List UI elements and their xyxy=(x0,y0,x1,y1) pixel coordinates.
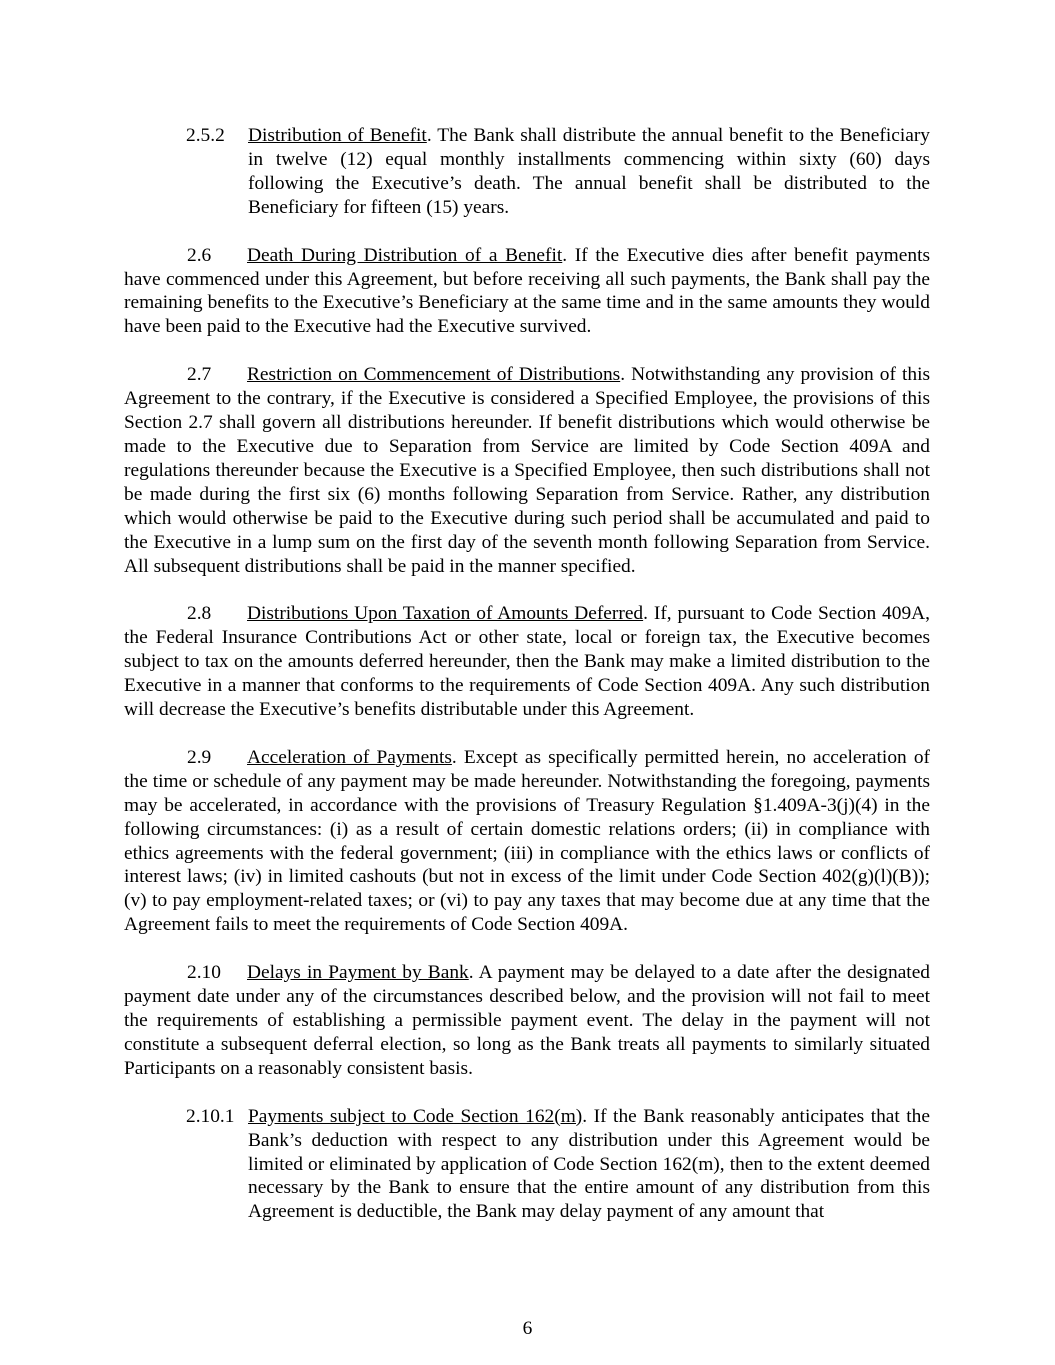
section-number: 2.6 xyxy=(187,244,212,266)
section-body: . If, pursuant to Code Section 409A, the Federal Insurance Contributions Act or other state, local or foreign tax, the Executive becomes subject to tax on the amounts deferred hereunder, then the Bank may make a limited distribution to the Executive in a manner that conforms to the requirements of Code Section 409A. Any such distribution will decrease the Executive’s benefits distributable under this Agreement. xyxy=(124,603,930,721)
section-number: 2.9 xyxy=(187,746,212,768)
section-heading: Payments subject to Code Section 162(m) xyxy=(248,1105,583,1127)
section-body: . The Bank shall distribute the annual benefit to the Beneficiary in twelve (12) equal monthly installments commencing within sixty (60) days following the Executive’s death. The annual benefit shall be distributed to the Beneficiary for fifteen (15) years. xyxy=(248,125,931,218)
section-body: . A payment may be delayed to a date after the designated payment date under any of the circumstances described below, and the provision will not fail to meet the requirements of establishing a permissible payment event. The delay in the payment will not constitute a subsequent deferral election, so long as the Bank treats all payments to similarly situated Participants on a reasonably consistent basis. xyxy=(124,962,930,1079)
page-number: 6 xyxy=(522,1318,533,1339)
section-number: 2.10.1 xyxy=(186,1105,235,1127)
section-number: 2.7 xyxy=(187,364,212,386)
section-2-8 xyxy=(124,602,930,722)
section-2-5-2 xyxy=(186,124,931,220)
section-2-9 xyxy=(124,746,930,937)
section-heading: Delays in Payment by Bank xyxy=(247,962,469,984)
section-body: . Notwithstanding any provision of this Agreement to the contrary, if the Executive is considered a Specified Employee, the provisions of this Section 2.7 shall govern all distributions hereunder. If benefit distributions which would otherwise be made to the Executive due to Separation from Service are limited by Code Section 409A and regulations thereunder because the Executive is a Specified Employee, then such distributions shall not be made during the first six (6) months following Separation from Service. Rather, any distribution which would otherwise be paid to the Executive during such period shall be accumulated and paid to the Executive in a lump sum on the first day of the seventh month following Separation from Service. All subsequent distributions shall be paid in the manner specified. xyxy=(124,364,931,577)
section-heading: Restriction on Commencement of Distributions xyxy=(247,364,621,386)
section-body: . If the Bank reasonably anticipates that the Bank’s deduction with respect to any distribution under this Agreement would be limited or eliminated by application of Code Section 162(m), then to the extent deemed necessary by the Bank to ensure that the entire amount of any distribution from this Agreement is deductible, the Bank may delay payment of any amount that xyxy=(248,1105,930,1223)
section-2-10 xyxy=(124,961,930,1081)
section-number: 2.10 xyxy=(187,962,221,984)
section-heading: Distributions Upon Taxation of Amounts Deferred xyxy=(247,603,644,625)
section-number: 2.8 xyxy=(187,603,212,625)
section-heading: Distribution of Benefit xyxy=(248,125,427,146)
document-page xyxy=(124,124,930,1224)
section-heading: Death During Distribution of a Benefit xyxy=(247,244,563,266)
section-body: . Except as specifically permitted herein, no acceleration of the time or schedule of any payment may be made hereunder. Notwithstanding the foregoing, payments may be accelerated, in accordance with the provisions of Treasury Regulation §1.409A-3(j)(4) in the following circumstances: (i) as a result of certain domestic relations orders; (ii) in compliance with ethics agreements with the federal government; (iii) in compliance with the ethics laws or conflicts of interest laws; (iv) in limited cashouts (but not in excess of the limit under Code Section 402(g)(l)(B)); (v) to pay employment-related taxes; or (vi) to pay any taxes that may become due at any time that the Agreement fails to meet the requirements of Code Section 409A. xyxy=(124,746,930,936)
section-2-10-1 xyxy=(186,1105,930,1225)
section-2-6 xyxy=(124,244,930,340)
section-body: . If the Executive dies after benefit payments have commenced under this Agreement, but before receiving all such payments, the Bank shall pay the remaining benefits to the Executive’s Beneficiary at the same time and in the same amounts they would have been paid to the Executive had the Executive survived. xyxy=(124,244,931,338)
section-number: 2.5.2 xyxy=(186,125,225,146)
section-heading: Acceleration of Payments xyxy=(247,746,452,768)
section-2-7 xyxy=(124,363,930,578)
